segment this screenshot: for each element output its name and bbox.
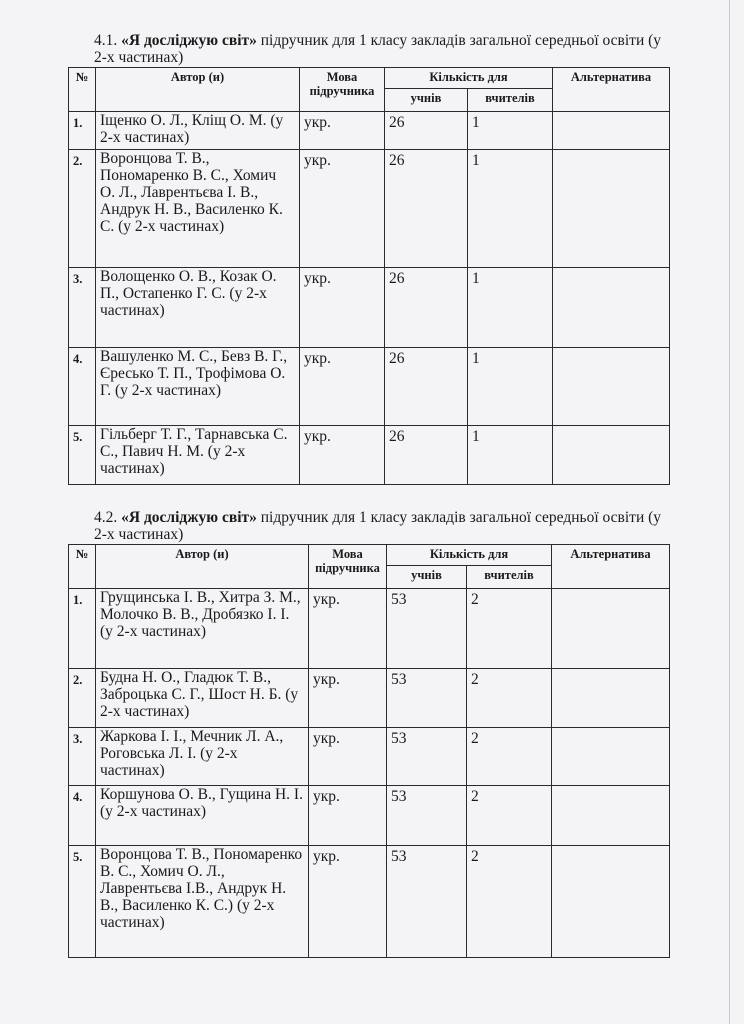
row-students: 26: [385, 150, 468, 268]
table-row: [69, 846, 670, 958]
row-alternative: [553, 426, 670, 485]
section-4-2: [68, 509, 670, 958]
row-number: 2.: [69, 669, 96, 728]
row-language: укр.: [309, 728, 387, 786]
section-heading: [68, 32, 670, 66]
row-teachers: 2: [467, 786, 552, 846]
table-row: [69, 669, 670, 728]
row-language: укр.: [300, 112, 385, 150]
row-number: 4.: [69, 786, 96, 846]
row-alternative: [552, 728, 670, 786]
row-author: Іщенко О. Л., Кліщ О. М. (у 2-х частинах): [96, 112, 300, 150]
section-4-1: [68, 32, 670, 485]
header-number: №: [69, 68, 96, 112]
header-alternative: Альтернатива: [552, 545, 670, 589]
row-author: Волощенко О. В., Козак О. П., Остапенко Г. С. (у 2-х частинах): [96, 268, 300, 348]
table-row: [69, 728, 670, 786]
row-alternative: [553, 112, 670, 150]
header-number: №: [69, 545, 96, 589]
header-students: учнів: [387, 566, 467, 589]
row-students: 53: [387, 786, 467, 846]
heading-text: підручник для 1 класу закладів загальної середньої освіти (у 2-х частинах): [94, 509, 662, 543]
row-author: Жаркова І. І., Мечник Л. А., Роговська Л. І. (у 2-х частинах): [96, 728, 309, 786]
row-students: 26: [385, 268, 468, 348]
row-number: 1.: [69, 112, 96, 150]
table-row: [69, 268, 670, 348]
row-alternative: [553, 150, 670, 268]
header-author: Автор (и): [96, 68, 300, 112]
row-language: укр.: [309, 669, 387, 728]
row-author: Будна Н. О., Гладюк Т. В., Заброцька С. Г., Шост Н. Б. (у 2-х частинах): [96, 669, 309, 728]
row-number: 4.: [69, 348, 96, 426]
table-row: [69, 348, 670, 426]
row-author: Воронцова Т. В., Пономаренко В. С., Хомич О. Л., Лаврентьєва І. В., Андрук Н. В., Василенко К. С. (у 2-х частинах): [96, 150, 300, 268]
row-alternative: [553, 348, 670, 426]
row-author: Грущинська І. В., Хитра З. М., Молочко В. В., Дробязко І. І. (у 2-х частинах): [96, 589, 309, 669]
row-teachers: 1: [468, 150, 553, 268]
textbook-table: [68, 544, 670, 958]
row-alternative: [552, 846, 670, 958]
row-language: укр.: [309, 589, 387, 669]
row-students: 53: [387, 669, 467, 728]
row-alternative: [553, 268, 670, 348]
section-heading: [68, 509, 670, 543]
row-students: 53: [387, 728, 467, 786]
header-quantity: Кількість для: [387, 545, 552, 566]
row-teachers: 1: [468, 426, 553, 485]
textbook-table: [68, 67, 670, 485]
row-teachers: 2: [467, 669, 552, 728]
row-teachers: 2: [467, 589, 552, 669]
heading-title: «Я досліджую світ»: [121, 509, 257, 526]
heading-text: підручник для 1 класу закладів загальної середньої освіти (у 2-х частинах): [94, 32, 662, 66]
header-language: Мова підручника: [300, 68, 385, 112]
row-author: Воронцова Т. В., Пономаренко В. С., Хомич О. Л., Лаврентьєва І.В., Андрук Н. В., Василенко К. С.) (у 2-х частинах): [96, 846, 309, 958]
row-number: 5.: [69, 846, 96, 958]
header-students: учнів: [385, 89, 468, 112]
header-teachers: вчителів: [467, 566, 552, 589]
row-language: укр.: [300, 426, 385, 485]
row-students: 26: [385, 348, 468, 426]
row-number: 3.: [69, 728, 96, 786]
heading-title: «Я досліджую світ»: [121, 32, 257, 49]
header-alternative: Альтернатива: [553, 68, 670, 112]
table-row: [69, 150, 670, 268]
header-language: Мова підручника: [309, 545, 387, 589]
header-teachers: вчителів: [468, 89, 553, 112]
row-language: укр.: [309, 786, 387, 846]
row-number: 1.: [69, 589, 96, 669]
row-language: укр.: [300, 348, 385, 426]
row-language: укр.: [300, 150, 385, 268]
table-row: [69, 112, 670, 150]
page-edge-line: [729, 0, 730, 1024]
row-author: Вашуленко М. С., Бевз В. Г., Єресько Т. П., Трофімова О. Г. (у 2-х частинах): [96, 348, 300, 426]
row-author: Коршунова О. В., Гущина Н. І. (у 2-х частинах): [96, 786, 309, 846]
row-students: 26: [385, 426, 468, 485]
table-row: [69, 426, 670, 485]
table-header-row: [69, 545, 670, 566]
heading-number: 4.1.: [94, 32, 118, 49]
row-alternative: [552, 786, 670, 846]
table-row: [69, 589, 670, 669]
row-alternative: [552, 589, 670, 669]
table-header-row: [69, 68, 670, 89]
row-language: укр.: [300, 268, 385, 348]
row-number: 3.: [69, 268, 96, 348]
row-number: 2.: [69, 150, 96, 268]
row-students: 26: [385, 112, 468, 150]
header-author: Автор (и): [96, 545, 309, 589]
row-teachers: 2: [467, 846, 552, 958]
row-author: Гільберг Т. Г., Тарнавська С. С., Павич Н. М. (у 2-х частинах): [96, 426, 300, 485]
row-number: 5.: [69, 426, 96, 485]
row-teachers: 1: [468, 348, 553, 426]
row-teachers: 1: [468, 112, 553, 150]
row-language: укр.: [309, 846, 387, 958]
header-quantity: Кількість для: [385, 68, 553, 89]
row-teachers: 1: [468, 268, 553, 348]
row-students: 53: [387, 589, 467, 669]
heading-number: 4.2.: [94, 509, 118, 526]
table-row: [69, 786, 670, 846]
row-alternative: [552, 669, 670, 728]
row-teachers: 2: [467, 728, 552, 786]
row-students: 53: [387, 846, 467, 958]
